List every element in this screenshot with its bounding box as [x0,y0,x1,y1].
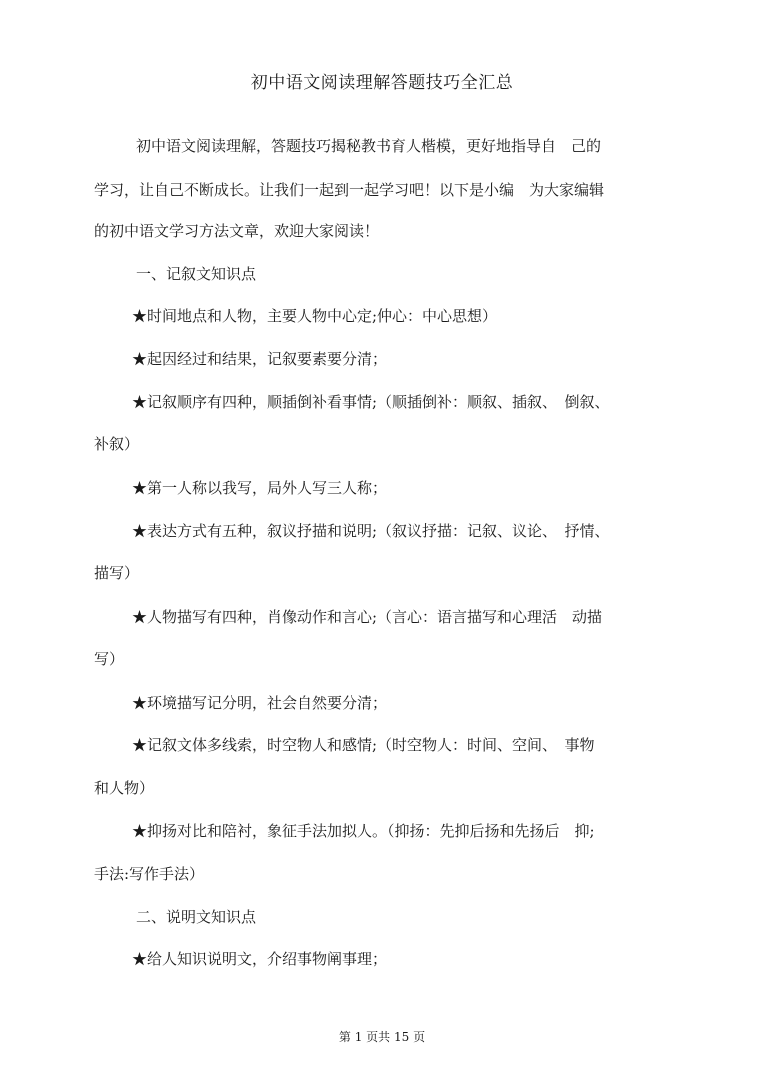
list-item: ★抑扬对比和陪衬，象征手法加拟人。（抑扬：先抑后扬和先扬后 抑; [132,822,595,840]
list-item-continuation: 写） [94,650,125,668]
paragraph-line: 的初中语文学习方法文章，欢迎大家阅读！ [94,222,380,240]
list-item: ★记叙顺序有四种，顺插倒补看事情;（顺插倒补：顺叙、插叙、 倒叙、 [132,393,610,411]
list-item-continuation: 描写） [94,564,140,582]
paragraph-line: 初中语文阅读理解，答题技巧揭秘教书育人楷模，更好地指导自 己的 [136,137,602,155]
list-item-continuation: 和人物） [94,779,155,797]
list-item: ★第一人称以我写，局外人写三人称； [132,479,388,497]
paragraph-line: 学习，让自己不断成长。让我们一起到一起学习吧！以下是小编 为大家编辑 [94,181,605,199]
list-item: ★人物描写有四种，肖像动作和言心;（言心：语言描写和心理活 动描 [132,608,603,626]
section-heading: 二、说明文知识点 [136,908,257,926]
page-footer: 第 1 页共 15 页 [338,1030,426,1044]
list-item: ★时间地点和人物，主要人物中心定;仲心：中心思想） [132,307,498,325]
list-item: ★起因经过和结果，记叙要素要分清； [132,350,388,368]
list-item: ★记叙文体多线索，时空物人和感情;（时空物人：时间、空间、 事物 [132,736,595,754]
list-item-continuation: 手法:写作手法） [94,865,205,883]
list-item-continuation: 补叙） [94,435,140,453]
section-heading: 一、记叙文知识点 [136,265,257,283]
document-title: 初中语文阅读理解答题技巧全汇总 [250,73,514,93]
list-item: ★环境描写记分明，社会自然要分清； [132,694,388,712]
list-item: ★表达方式有五种，叙议抒描和说明;（叙议抒描：记叙、议论、 抒情、 [132,522,610,540]
list-item: ★给人知识说明文，介绍事物阐事理； [132,950,388,968]
